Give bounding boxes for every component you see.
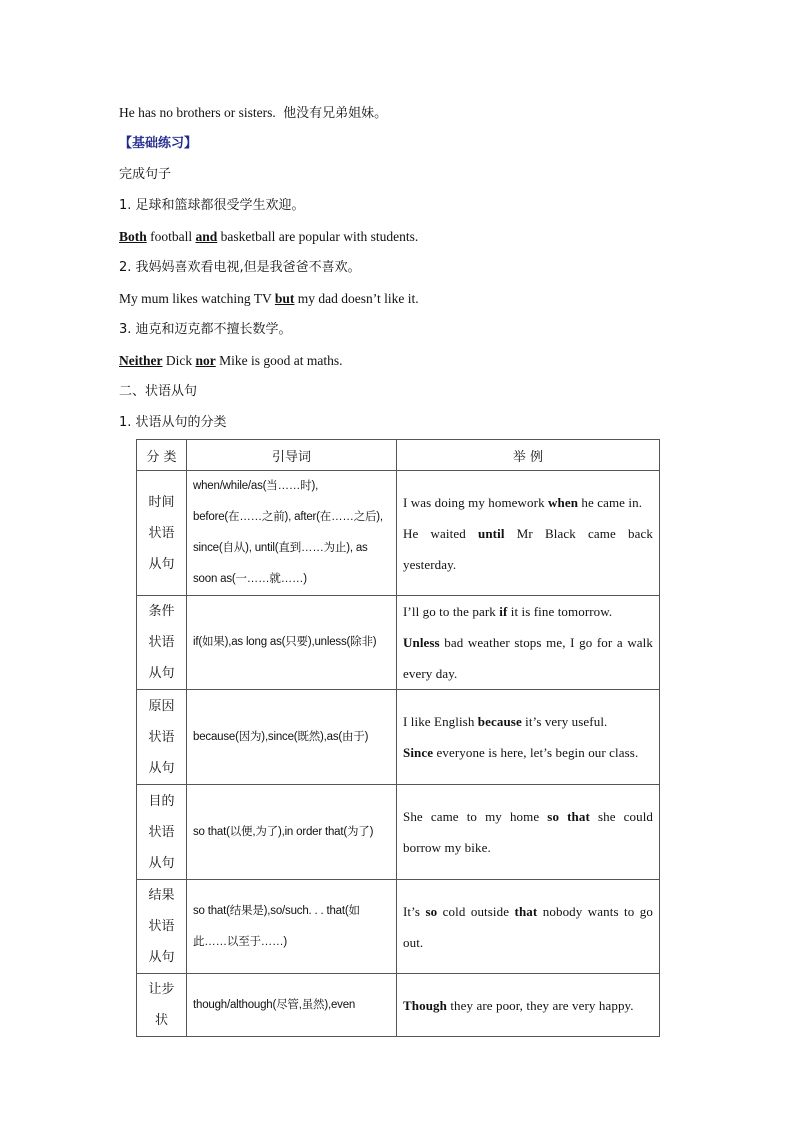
row-category: 让步状 — [137, 974, 187, 1037]
row-category: 原因状语从句 — [137, 690, 187, 785]
header-conjunction: 引导词 — [187, 440, 397, 471]
row-example — [397, 690, 660, 785]
intro-sentence-cn: 他没有兄弟姐妹。 — [283, 106, 388, 121]
row-example — [397, 596, 660, 690]
table-row — [137, 596, 660, 690]
example-sentence: Since everyone is here, let’s begin our class. — [403, 745, 639, 760]
practice-tag — [119, 131, 679, 162]
intro-sentence-en: He has no brothers or sisters. — [119, 105, 276, 120]
example-sentence: She came to my home so that she could borrow my bike. — [403, 809, 653, 855]
table-header-row — [137, 440, 660, 471]
answer-text: my dad doesn’t like it. — [294, 291, 419, 306]
answer-keyword: Neither — [119, 353, 163, 368]
practice-item-3-cn: 3. 迪克和迈克都不擅长数学。 — [119, 322, 292, 337]
practice-tag-text: 【基础练习】 — [119, 136, 198, 151]
answer-text: football — [146, 229, 196, 244]
practice-item-3-answer — [119, 348, 679, 379]
row-example — [397, 471, 660, 596]
section-heading: 二、状语从句 — [119, 384, 198, 399]
example-sentence: He waited until Mr Black came back yesterday. — [403, 525, 653, 572]
adverbial-clause-table — [136, 439, 660, 1037]
answer-text: Dick — [162, 353, 196, 368]
row-category: 时间状语从句 — [137, 471, 187, 596]
table-row — [137, 974, 660, 1037]
answer-text: My mum likes watching TV — [119, 291, 275, 306]
document-body — [119, 100, 679, 441]
row-conjunctions: if(如果),as long as(只要),unless(除非) — [187, 596, 397, 690]
answer-keyword: Both — [119, 229, 147, 244]
row-conjunctions: though/although(尽管,虽然),even — [187, 974, 397, 1037]
table-row — [137, 785, 660, 880]
row-conjunctions: when/while/as(当……时), before(在……之前), after(在……之后), since(自从), until(直到……为止), as soon as(一……就……) — [187, 471, 397, 596]
row-conjunctions: because(因为),since(既然),as(由于) — [187, 690, 397, 785]
table-row — [137, 690, 660, 785]
answer-keyword: but — [274, 291, 295, 306]
row-conjunctions: so that(结果是),so/such. . . that(如此……以至于……) — [187, 880, 397, 974]
example-sentence: Though they are poor, they are very happy. — [403, 997, 634, 1013]
practice-item-1-cn: 1. 足球和篮球都很受学生欢迎。 — [119, 198, 305, 213]
row-category: 结果状语从句 — [137, 880, 187, 974]
section-subheading: 1. 状语从句的分类 — [119, 415, 227, 430]
answer-keyword: nor — [195, 353, 216, 368]
row-category: 条件状语从句 — [137, 596, 187, 690]
example-sentence: I’ll go to the park if it is fine tomorrow. — [403, 604, 613, 619]
row-example — [397, 974, 660, 1037]
row-category: 目的状语从句 — [137, 785, 187, 880]
answer-text: Mike is good at maths. — [215, 353, 343, 368]
table-row — [137, 880, 660, 974]
example-sentence: I like English because it’s very useful. — [403, 714, 608, 729]
practice-item-1-answer — [119, 224, 679, 255]
table-row — [137, 471, 660, 596]
row-example — [397, 880, 660, 974]
answer-text: basketball are popular with students. — [217, 229, 419, 244]
practice-subtitle: 完成句子 — [119, 167, 172, 182]
row-conjunctions: so that(以便,为了),in order that(为了) — [187, 785, 397, 880]
practice-item-2-cn: 2. 我妈妈喜欢看电视,但是我爸爸不喜欢。 — [119, 260, 361, 275]
header-example: 举 例 — [397, 440, 660, 471]
example-sentence: Unless bad weather stops me, I go for a walk every day. — [403, 635, 653, 681]
answer-keyword: and — [195, 229, 218, 244]
example-sentence: I was doing my homework when he came in. — [403, 494, 643, 510]
practice-item-2-answer — [119, 286, 679, 317]
intro-sentence — [119, 100, 679, 131]
example-sentence: It’s so cold outside that nobody wants to go out. — [403, 903, 653, 950]
header-category: 分 类 — [137, 440, 187, 471]
row-example — [397, 785, 660, 880]
